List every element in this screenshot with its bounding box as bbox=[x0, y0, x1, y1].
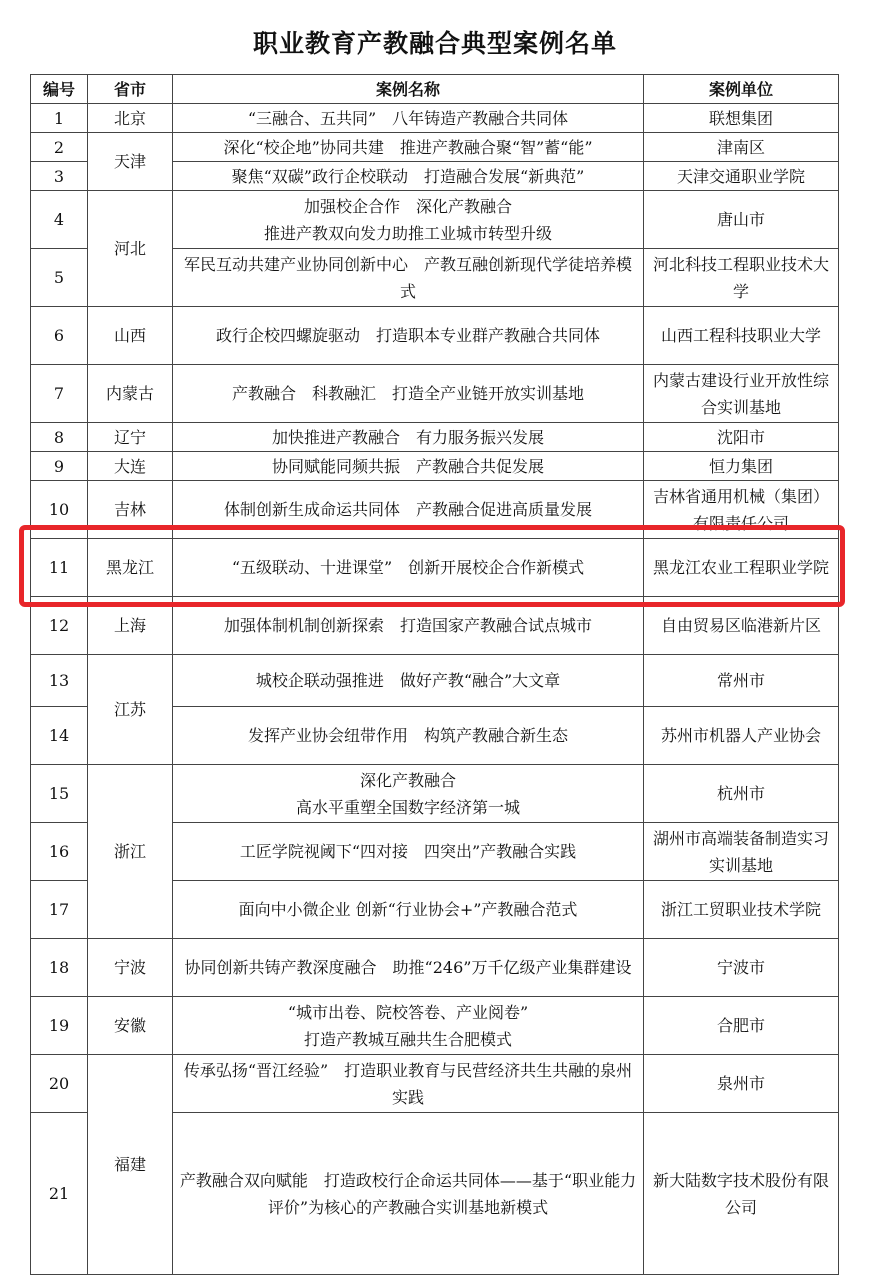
row-province: 黑龙江 bbox=[88, 539, 173, 597]
row-province: 福建 bbox=[88, 1055, 173, 1275]
row-no: 10 bbox=[31, 481, 88, 539]
row-case-name: 深化“校企地”协同共建 推进产教融合聚“智”蓄“能” bbox=[173, 133, 644, 162]
table-row bbox=[31, 452, 839, 481]
row-case-unit: 泉州市 bbox=[644, 1055, 839, 1113]
row-case-unit: 宁波市 bbox=[644, 939, 839, 997]
table-row bbox=[31, 423, 839, 452]
row-case-unit: 浙江工贸职业技术学院 bbox=[644, 881, 839, 939]
row-province: 内蒙古 bbox=[88, 365, 173, 423]
row-case-unit: 湖州市高端装备制造实习实训基地 bbox=[644, 823, 839, 881]
row-case-unit: 苏州市机器人产业协会 bbox=[644, 707, 839, 765]
row-case-unit: 自由贸易区临港新片区 bbox=[644, 597, 839, 655]
row-province: 上海 bbox=[88, 597, 173, 655]
header-case-unit: 案例单位 bbox=[644, 75, 839, 104]
row-case-unit: 合肥市 bbox=[644, 997, 839, 1055]
row-no: 5 bbox=[31, 249, 88, 307]
row-case-name: 协同赋能同频共振 产教融合共促发展 bbox=[173, 452, 644, 481]
table-row bbox=[31, 191, 839, 249]
table-row bbox=[31, 1055, 839, 1113]
row-case-unit: 新大陆数字技术股份有限公司 bbox=[644, 1113, 839, 1275]
row-case-name: “五级联动、十进课堂” 创新开展校企合作新模式 bbox=[173, 539, 644, 597]
row-no: 8 bbox=[31, 423, 88, 452]
row-case-unit: 津南区 bbox=[644, 133, 839, 162]
table-row bbox=[31, 307, 839, 365]
row-no: 14 bbox=[31, 707, 88, 765]
table-row bbox=[31, 597, 839, 655]
row-province: 北京 bbox=[88, 104, 173, 133]
row-case-name: 传承弘扬“晋江经验” 打造职业教育与民营经济共生共融的泉州实践 bbox=[173, 1055, 644, 1113]
row-no: 17 bbox=[31, 881, 88, 939]
row-case-name: “城市出卷、院校答卷、产业阅卷” 打造产教城互融共生合肥模式 bbox=[173, 997, 644, 1055]
row-case-unit: 唐山市 bbox=[644, 191, 839, 249]
row-no: 20 bbox=[31, 1055, 88, 1113]
row-case-name: 产教融合双向赋能 打造政校行企命运共同体——基于“职业能力评价”为核心的产教融合实训基地新模式 bbox=[173, 1113, 644, 1275]
row-case-unit: 天津交通职业学院 bbox=[644, 162, 839, 191]
row-province: 浙江 bbox=[88, 765, 173, 939]
table-row bbox=[31, 939, 839, 997]
row-case-unit: 山西工程科技职业大学 bbox=[644, 307, 839, 365]
table-row bbox=[31, 539, 839, 597]
table-row bbox=[31, 365, 839, 423]
row-province: 山西 bbox=[88, 307, 173, 365]
row-case-unit: 常州市 bbox=[644, 655, 839, 707]
table-row bbox=[31, 655, 839, 707]
header-case-name: 案例名称 bbox=[173, 75, 644, 104]
row-no: 13 bbox=[31, 655, 88, 707]
row-case-name: 加强体制机制创新探索 打造国家产教融合试点城市 bbox=[173, 597, 644, 655]
table-row bbox=[31, 133, 839, 162]
table-header-row bbox=[31, 75, 839, 104]
row-case-unit: 吉林省通用机械（集团）有限责任公司 bbox=[644, 481, 839, 539]
page-title: 职业教育产教融合典型案例名单 bbox=[252, 29, 617, 58]
header-no: 编号 bbox=[31, 75, 88, 104]
row-no: 19 bbox=[31, 997, 88, 1055]
row-no: 12 bbox=[31, 597, 88, 655]
row-case-unit: 恒力集团 bbox=[644, 452, 839, 481]
row-case-unit: 联想集团 bbox=[644, 104, 839, 133]
row-province: 江苏 bbox=[88, 655, 173, 765]
row-province: 河北 bbox=[88, 191, 173, 307]
row-case-unit: 杭州市 bbox=[644, 765, 839, 823]
row-case-unit: 沈阳市 bbox=[644, 423, 839, 452]
row-case-unit: 河北科技工程职业技术大学 bbox=[644, 249, 839, 307]
row-case-name: 加强校企合作 深化产教融合 推进产教双向发力助推工业城市转型升级 bbox=[173, 191, 644, 249]
row-case-name: 发挥产业协会纽带作用 构筑产教融合新生态 bbox=[173, 707, 644, 765]
row-province: 吉林 bbox=[88, 481, 173, 539]
row-province: 天津 bbox=[88, 133, 173, 191]
table-row bbox=[31, 765, 839, 823]
row-no: 3 bbox=[31, 162, 88, 191]
case-list-table bbox=[30, 74, 839, 1275]
row-case-name: 深化产教融合 高水平重塑全国数字经济第一城 bbox=[173, 765, 644, 823]
row-no: 7 bbox=[31, 365, 88, 423]
row-case-name: 加快推进产教融合 有力服务振兴发展 bbox=[173, 423, 644, 452]
row-case-name: 工匠学院视阈下“四对接 四突出”产教融合实践 bbox=[173, 823, 644, 881]
row-case-name: 城校企联动强推进 做好产教“融合”大文章 bbox=[173, 655, 644, 707]
row-case-name: 体制创新生成命运共同体 产教融合促进高质量发展 bbox=[173, 481, 644, 539]
row-no: 21 bbox=[31, 1113, 88, 1275]
row-no: 18 bbox=[31, 939, 88, 997]
row-case-unit: 黑龙江农业工程职业学院 bbox=[644, 539, 839, 597]
table-row bbox=[31, 104, 839, 133]
row-case-name: 面向中小微企业 创新“行业协会+”产教融合范式 bbox=[173, 881, 644, 939]
row-case-name: 聚焦“双碳”政行企校联动 打造融合发展“新典范” bbox=[173, 162, 644, 191]
row-no: 11 bbox=[31, 539, 88, 597]
row-case-name: “三融合、五共同” 八年铸造产教融合共同体 bbox=[173, 104, 644, 133]
row-case-unit: 内蒙古建设行业开放性综合实训基地 bbox=[644, 365, 839, 423]
row-no: 9 bbox=[31, 452, 88, 481]
row-case-name: 产教融合 科教融汇 打造全产业链开放实训基地 bbox=[173, 365, 644, 423]
row-province: 辽宁 bbox=[88, 423, 173, 452]
row-no: 4 bbox=[31, 191, 88, 249]
table-row bbox=[31, 481, 839, 539]
row-case-name: 协同创新共铸产教深度融合 助推“246”万千亿级产业集群建设 bbox=[173, 939, 644, 997]
table-row bbox=[31, 997, 839, 1055]
row-no: 6 bbox=[31, 307, 88, 365]
row-province: 安徽 bbox=[88, 997, 173, 1055]
row-province: 宁波 bbox=[88, 939, 173, 997]
header-province: 省市 bbox=[88, 75, 173, 104]
row-no: 2 bbox=[31, 133, 88, 162]
row-no: 1 bbox=[31, 104, 88, 133]
row-province: 大连 bbox=[88, 452, 173, 481]
row-case-name: 军民互动共建产业协同创新中心 产教互融创新现代学徒培养模式 bbox=[173, 249, 644, 307]
row-no: 15 bbox=[31, 765, 88, 823]
row-case-name: 政行企校四螺旋驱动 打造职本专业群产教融合共同体 bbox=[173, 307, 644, 365]
row-no: 16 bbox=[31, 823, 88, 881]
